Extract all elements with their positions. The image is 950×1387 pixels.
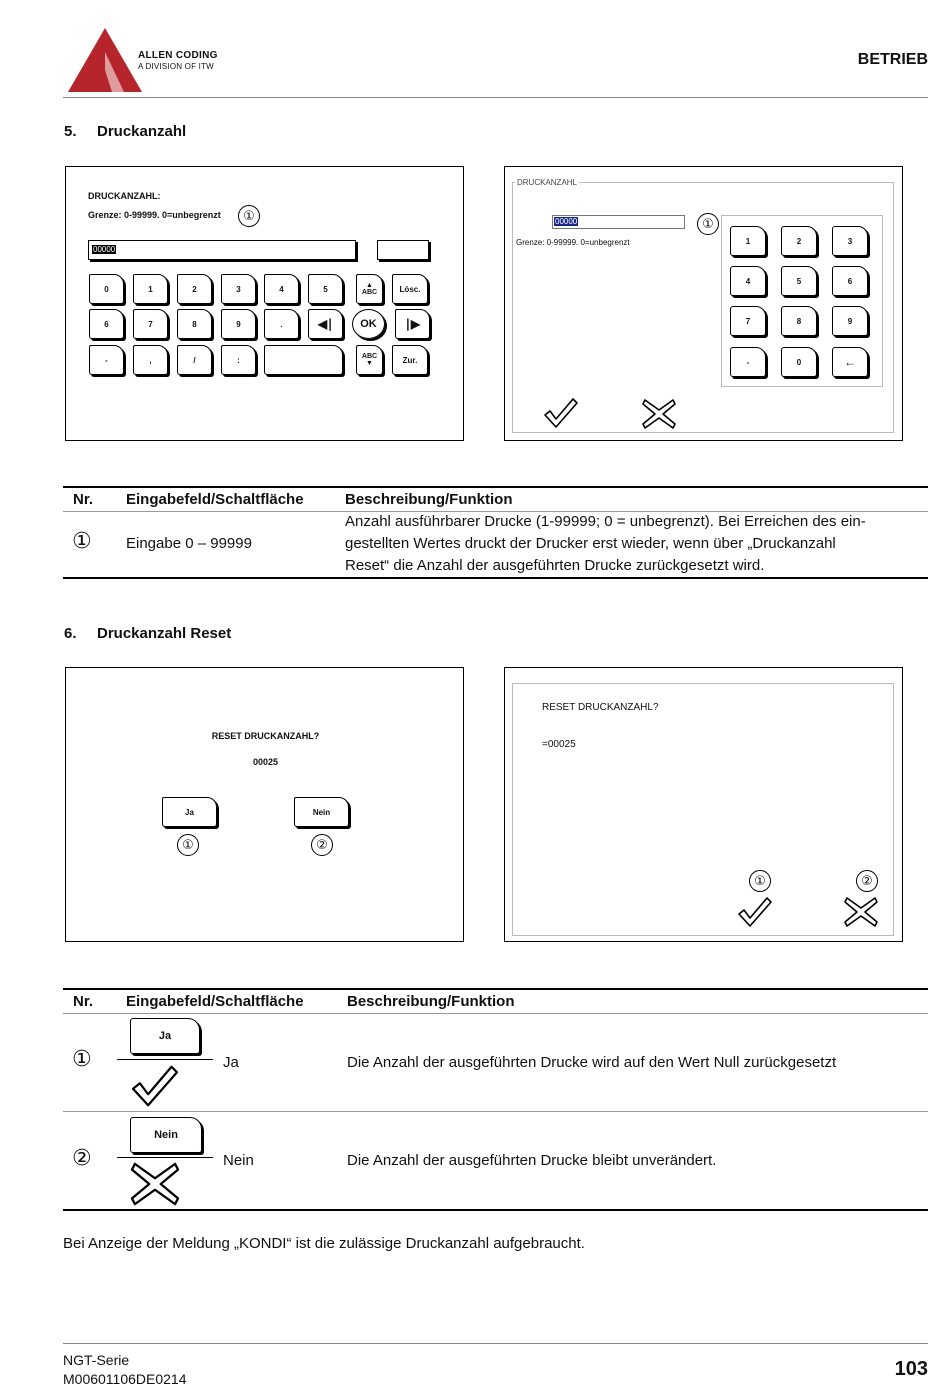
row-rule	[63, 1111, 928, 1112]
table-row-field: Eingabe 0 – 99999	[126, 535, 252, 552]
key-minus[interactable]: -	[89, 345, 124, 375]
key-8[interactable]: 8	[177, 309, 212, 339]
druckanzahl-screen-keypad	[504, 166, 903, 441]
key-dot[interactable]: .	[264, 309, 299, 339]
keypad-4[interactable]: 4	[730, 266, 766, 296]
druckanzahl-label: DRUCKANZAHL:	[88, 191, 161, 201]
keypad-backspace[interactable]: ←	[832, 347, 868, 377]
reset-panel	[512, 683, 894, 936]
col-desc-header: Beschreibung/Funktion	[347, 993, 515, 1010]
key-1[interactable]: 1	[133, 274, 168, 304]
key-ok[interactable]	[352, 309, 385, 339]
table-top-rule	[63, 988, 928, 990]
table-row-2-desc: Die Anzahl der ausgeführten Drucke bleibt unverändert.	[347, 1152, 717, 1169]
keypad-0[interactable]: 0	[781, 347, 817, 377]
callout-1-check: ①	[749, 870, 771, 892]
key-skip-start[interactable]	[308, 309, 343, 339]
x-icon	[128, 1161, 182, 1207]
section-6-title: Druckanzahl Reset	[97, 625, 232, 642]
key-5[interactable]: 5	[308, 274, 343, 304]
header-divider	[63, 97, 928, 98]
key-delete[interactable]: Lösc.	[392, 274, 428, 304]
allen-coding-logo	[66, 26, 144, 94]
limit-text-right: Grenze: 0-99999. 0=unbegrenzt	[516, 238, 630, 247]
reset-screen-icons	[504, 667, 903, 942]
footer-series: NGT-Serie	[63, 1352, 130, 1368]
reset-question: RESET DRUCKANZAHL?	[211, 731, 320, 741]
keypad-3[interactable]: 3	[832, 226, 868, 256]
keypad-6[interactable]: 6	[832, 266, 868, 296]
druckanzahl-input-value: 00000	[93, 245, 116, 254]
no-button[interactable]: Nein	[294, 797, 349, 827]
yes-button[interactable]: Ja	[162, 797, 217, 827]
table-row-desc-line2: gestellten Wertes druckt der Drucker erst wieder, wenn über „Druckanzahl	[345, 535, 836, 552]
footer-doc-number: M00601106DE0214	[63, 1371, 187, 1387]
logo-name: ALLEN CODING	[138, 50, 218, 61]
group-label: DRUCKANZAHL	[517, 178, 578, 187]
reset-value-right: =00025	[542, 739, 576, 750]
kondi-note: Bei Anzeige der Meldung „KONDI“ ist die zulässige Druckanzahl aufgebraucht.	[63, 1235, 585, 1252]
table-bottom-rule	[63, 1209, 928, 1211]
key-9[interactable]: 9	[221, 309, 256, 339]
col-field-header: Eingabefeld/Schaltfläche	[126, 993, 304, 1010]
callout-2-x: ②	[856, 870, 878, 892]
col-nr-header: Nr.	[73, 993, 94, 1010]
header-rule	[63, 1013, 928, 1014]
section-5-title: Druckanzahl	[97, 123, 187, 140]
keypad-2[interactable]: 2	[781, 226, 817, 256]
keypad-8[interactable]: 8	[781, 306, 817, 336]
section-6-number: 6.	[64, 625, 77, 642]
col-desc-header: Beschreibung/Funktion	[345, 491, 513, 508]
footer-divider	[63, 1343, 928, 1344]
logo-subtitle: A DIVISION OF ITW	[138, 62, 214, 71]
arrow-down-icon: ▼	[366, 360, 373, 367]
ja-button-image: Ja	[130, 1018, 200, 1054]
keypad-5[interactable]: 5	[781, 266, 817, 296]
key-6[interactable]: 6	[89, 309, 124, 339]
skip-start-icon: ◀∣	[317, 317, 334, 331]
table-row-1-field: Ja	[223, 1054, 239, 1071]
table-row-nr: ①	[72, 529, 92, 554]
col-nr-header: Nr.	[73, 491, 94, 508]
key-abc-down-label: ABC	[361, 353, 378, 360]
keypad-9[interactable]: 9	[832, 306, 868, 336]
key-4[interactable]: 4	[264, 274, 299, 304]
arrow-up-icon: ▲	[366, 282, 373, 289]
reset-question-right: RESET DRUCKANZAHL?	[542, 702, 659, 713]
keypad-1[interactable]: 1	[730, 226, 766, 256]
key-ok-label: OK	[360, 318, 377, 330]
section-5-number: 5.	[64, 123, 77, 140]
nein-button-image: Nein	[130, 1117, 202, 1153]
table-row-desc-line1: Anzahl ausführbarer Drucke (1-99999; 0 = unbegrenzt). Bei Erreichen des ein-	[345, 513, 866, 530]
cancel-x-icon[interactable]	[641, 398, 677, 430]
table-row-1-desc: Die Anzahl der ausgeführten Drucke wird auf den Wert Null zurückgesetzt	[347, 1054, 837, 1071]
callout-1: ①	[238, 205, 260, 227]
table-top-rule	[63, 486, 928, 488]
reset-screen-buttons	[65, 667, 464, 942]
key-colon[interactable]: :	[221, 345, 256, 375]
keypad-minus[interactable]: -	[730, 347, 766, 377]
druckanzahl-input-right-value: 00000	[555, 217, 578, 226]
key-abc-up-label: ABC	[361, 289, 378, 296]
table-bottom-rule	[63, 577, 928, 579]
callout-1-yes: ①	[177, 834, 199, 856]
reset-value: 00025	[252, 757, 279, 767]
cancel-x-icon[interactable]	[843, 896, 879, 928]
secondary-field	[377, 240, 429, 260]
confirm-check-icon[interactable]	[737, 896, 773, 928]
callout-1-right: ①	[697, 213, 719, 235]
key-comma[interactable]: ,	[133, 345, 168, 375]
callout-2-no: ②	[311, 834, 333, 856]
key-0[interactable]: 0	[89, 274, 124, 304]
key-abc-down[interactable]	[356, 345, 383, 375]
chapter-title: BETRIEB	[857, 51, 928, 68]
table-row-2-nr: ②	[72, 1146, 92, 1171]
col-field-header: Eingabefeld/Schaltfläche	[126, 491, 304, 508]
keypad-7[interactable]: 7	[730, 306, 766, 336]
page-number: 103	[894, 1358, 928, 1380]
table-row-desc-line3: Reset“ die Anzahl der ausgeführten Drucke zurückgesetzt wird.	[345, 557, 765, 574]
key-skip-end[interactable]	[395, 309, 430, 339]
check-icon	[130, 1064, 180, 1108]
table-row-1-nr: ①	[72, 1047, 92, 1072]
key-2[interactable]: 2	[177, 274, 212, 304]
key-slash[interactable]: /	[177, 345, 212, 375]
key-back[interactable]: Zur.	[392, 345, 428, 375]
key-7[interactable]: 7	[133, 309, 168, 339]
skip-end-icon: ∣▶	[404, 317, 421, 331]
key-abc-up[interactable]	[356, 274, 383, 304]
druckanzahl-input-right[interactable]	[552, 215, 685, 229]
limit-text: Grenze: 0-99999. 0=unbegrenzt	[88, 210, 221, 220]
druckanzahl-screen-keyboard	[65, 166, 464, 441]
key-space[interactable]	[264, 345, 343, 375]
confirm-check-icon[interactable]	[543, 397, 579, 429]
row-2-divider	[117, 1157, 213, 1158]
druckanzahl-input[interactable]	[88, 240, 356, 260]
table-row-2-field: Nein	[223, 1152, 254, 1169]
key-3[interactable]: 3	[221, 274, 256, 304]
row-1-divider	[117, 1059, 213, 1060]
